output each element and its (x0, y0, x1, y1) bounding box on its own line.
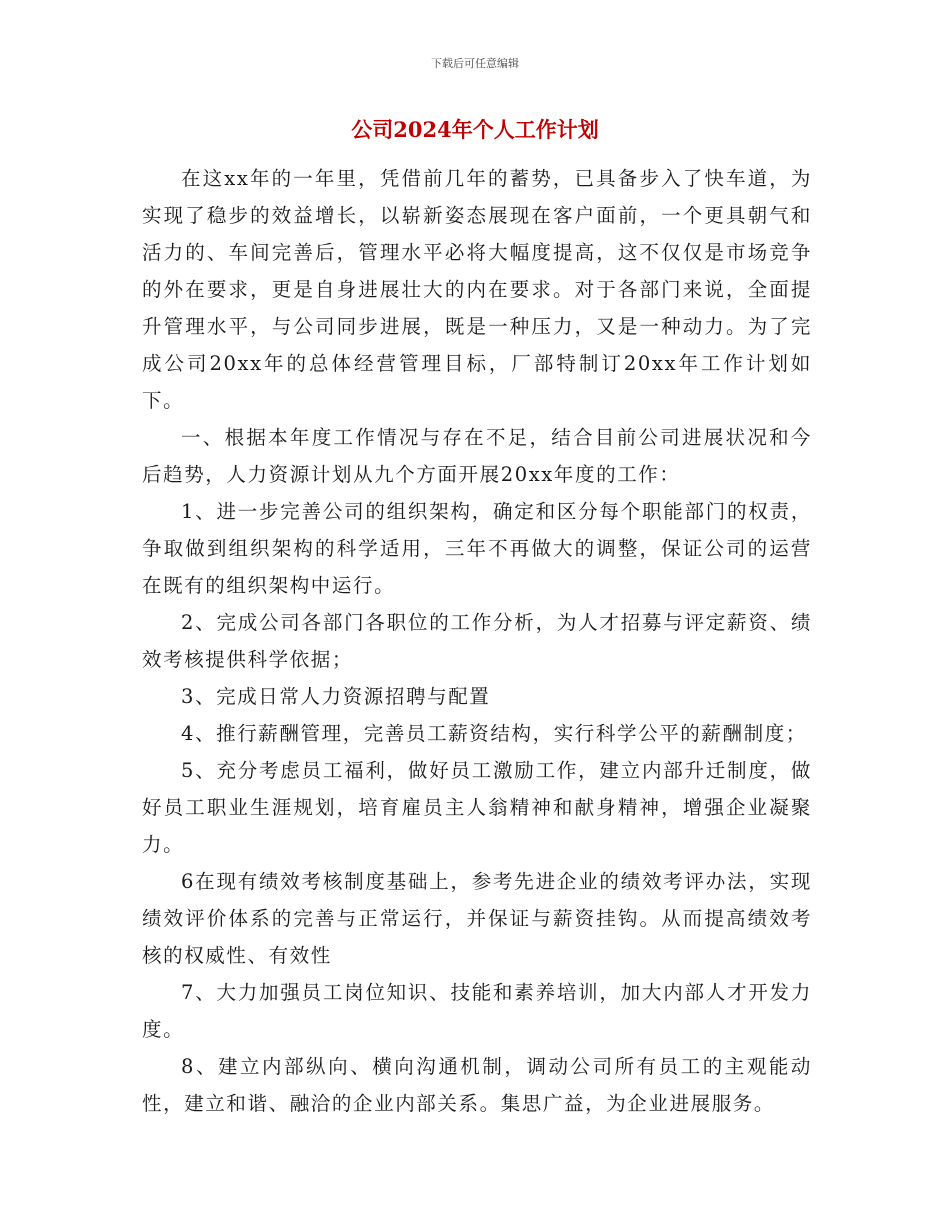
list-item-4: 4、推行薪酬管理，完善员工薪资结构，实行科学公平的薪酬制度； (181, 722, 807, 745)
list-item-7: 7、大力加强员工岗位知识、技能和素养培训，加大内部人才开发力度。 (142, 981, 812, 1041)
list-item-2: 2、完成公司各部门各职位的工作分析，为人才招募与评定薪资、绩效考核提供科学依据； (142, 611, 812, 671)
list-item-5: 5、充分考虑员工福利，做好员工激励工作，建立内部升迁制度，做好员工职业生涯规划，培育雇员主人翁精神和献身精神，增强企业凝聚力。 (142, 759, 812, 856)
intro-paragraph: 在这xx年的一年里，凭借前几年的蓄势，已具备步入了快车道，为实现了稳步的效益增长，以崭新姿态展现在客户面前，一个更具朝气和活力的、车间完善后，管理水平必将大幅度提高，这不仅仅是市场竞争的外在要求，更是自身进展壮大的内在要求。对于各部门来说，全面提升管理水平，与公司同步进展，既是一种压力，又是一种动力。为了完成公司20xx年的总体经营管理目标，厂部特制订20xx年工作计划如下。 (142, 167, 812, 412)
list-item-6: 6在现有绩效考核制度基础上，参考先进企业的绩效考评办法，实现绩效评价体系的完善与正常运行，并保证与薪资挂钩。从而提高绩效考核的权威性、有效性 (142, 870, 812, 967)
list-item-1: 1、进一步完善公司的组织架构，确定和区分每个职能部门的权责，争取做到组织架构的科学适用，三年不再做大的调整，保证公司的运营在既有的组织架构中运行。 (142, 500, 812, 597)
list-item-8: 8、建立内部纵向、横向沟通机制，调动公司所有员工的主观能动性，建立和谐、融洽的企业内部关系。集思广益，为企业进展服务。 (142, 1055, 812, 1115)
document-title: 公司2024年个人工作计划 (351, 117, 599, 142)
document-body (142, 160, 812, 1122)
header-note: 下载后可任意编辑 (431, 57, 519, 70)
section-one-heading-paragraph: 一、根据本年度工作情况与存在不足，结合目前公司进展状况和今后趋势，人力资源计划从九个方面开展20xx年度的工作： (142, 426, 812, 486)
list-item-3: 3、完成日常人力资源招聘与配置 (181, 685, 491, 708)
